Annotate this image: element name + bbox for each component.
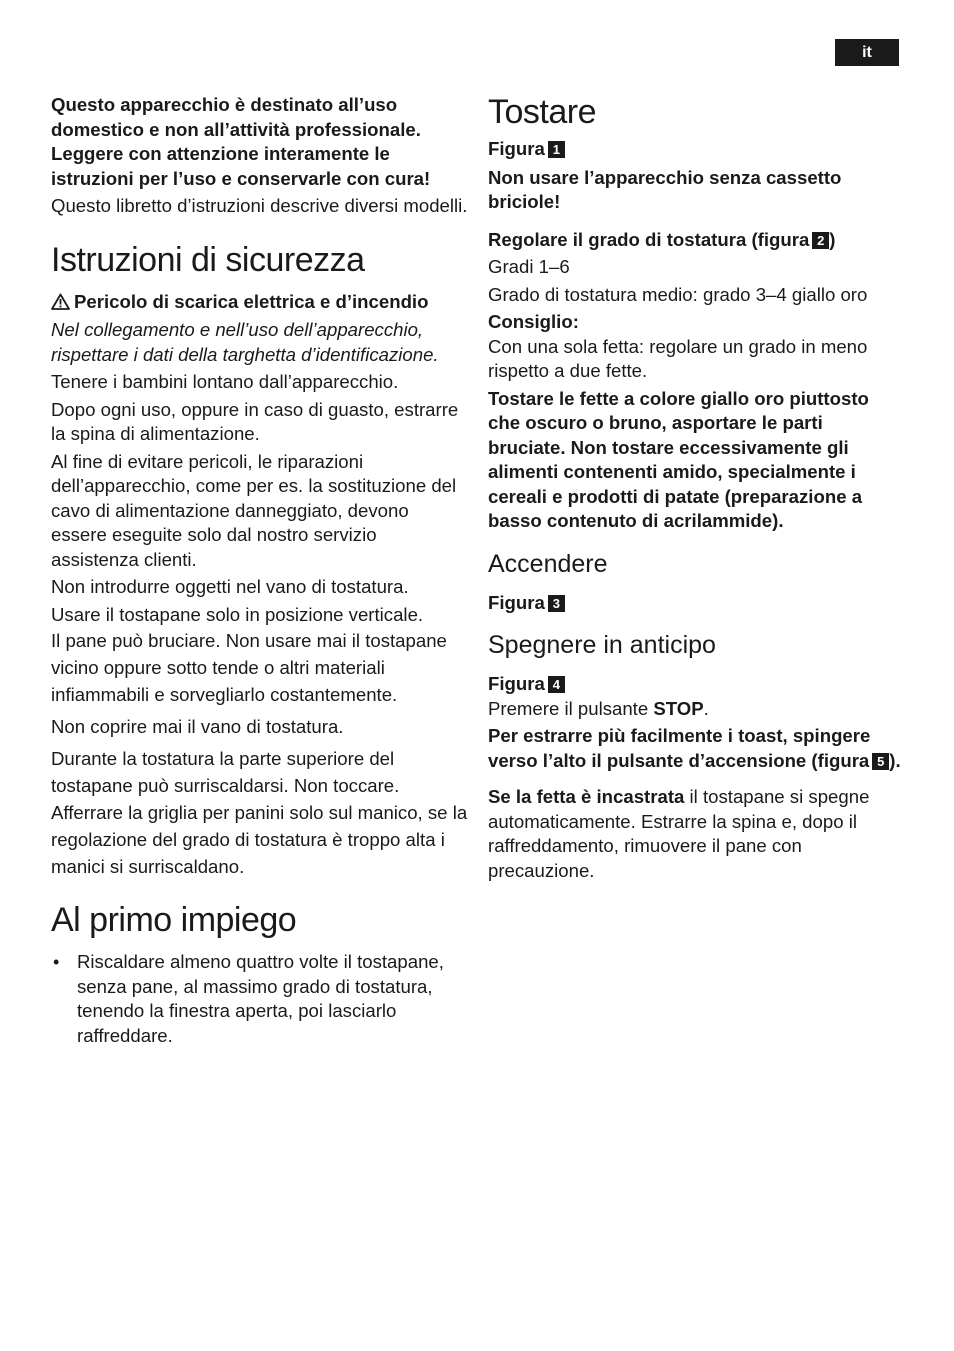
stop-stuck-bold: Se la fetta è incastrata [488, 786, 685, 807]
warning-triangle-icon [51, 292, 70, 317]
stop-press-text: Premere il pulsante [488, 697, 654, 719]
list-item [51, 950, 469, 1048]
safety-p1: Tenere i bambini lontano dall’apparecchio. [51, 371, 399, 392]
safety-p7: Non coprire mai il vano di tostatura. [51, 716, 344, 737]
stop-stuck [488, 785, 904, 883]
safety-heading: Istruzioni di sicurezza [51, 240, 365, 279]
figure-label: Figura [488, 673, 545, 694]
stop-early-heading: Spegnere in anticipo [488, 631, 716, 659]
toast-heading: Tostare [488, 93, 596, 131]
safety-p4: Non introdurre oggetti nel vano di tostatura. [51, 576, 409, 597]
toast-warning: Tostare le fette a colore giallo oro piuttosto che oscuro o bruno, asportare le parti bruciate. Non tostare eccessivamente gli alimenti contenenti amido, specialmente i cereali e prodotti di patate (preparazione a basso contenuto di acrilammide). [488, 387, 869, 531]
stop-press [488, 697, 904, 722]
figure-3-badge: 3 [548, 595, 565, 612]
toast-medium: Grado di tostatura medio: grado 3–4 giallo oro [488, 283, 868, 305]
stop-extract-text: Per estrarre più facilmente i toast, spingere verso l’alto il pulsante d’accensione (figura [488, 725, 871, 771]
intro-bold: Questo apparecchio è destinato all’uso domestico e non all’attività professionale. Leggere con attenzione interamente le istruzioni per l’uso e conservarle con cura! [51, 94, 431, 189]
figure-label: Figura [488, 138, 545, 159]
toast-adjust-text: Regolare il grado di tostatura (figura [488, 228, 810, 250]
first-use-heading: Al primo impiego [51, 901, 297, 939]
toast-no-use: Non usare l’apparecchio senza cassetto briciole! [488, 166, 842, 212]
figure-2-badge: 2 [812, 232, 829, 249]
safety-warning-italic: Nel collegamento e nell’uso dell’apparecchio, rispettare i dati della targhetta d’identificazione. [51, 319, 439, 365]
safety-p2: Dopo ogni uso, oppure in caso di guasto, estrarre la spina di alimentazione. [51, 398, 459, 444]
bullet-icon: • [53, 952, 60, 972]
safety-warning-title [51, 290, 469, 317]
first-use-list [51, 950, 469, 1048]
toast-adjust-suffix: ) [829, 228, 836, 250]
turn-on-heading: Accendere [488, 549, 608, 578]
stop-early-figure-ref [488, 672, 904, 697]
figure-5-badge: 5 [872, 753, 889, 770]
turn-on-figure-ref [488, 591, 904, 616]
figure-label: Figura [488, 591, 545, 613]
safety-warning-title-text: Pericolo di scarica elettrica e d’incendio [74, 290, 429, 312]
safety-p6: Il pane può bruciare. Non usare mai il tostapane vicino oppure sotto tende o altri materiali infiammabili e sorvegliarlo costantemente. [51, 630, 447, 705]
left-column [51, 92, 469, 1048]
safety-p3: Al fine di evitare pericoli, le riparazioni dell’apparecchio, come per es. la sostituzione del cavo di alimentazione danneggiato, devono essere eseguite solo dal nostro servizio assistenza clienti. [51, 450, 457, 570]
stop-button-label: STOP [653, 697, 704, 719]
stop-extract [488, 724, 904, 773]
stop-stuck-text: il tostapane si spegne automaticamente. Estrarre la spina e, dopo il raffreddamento, rimuovere il pane con precauzione. [488, 786, 870, 881]
toast-levels: Gradi 1–6 [488, 256, 570, 277]
intro-normal: Questo libretto d’istruzioni descrive diversi modelli. [51, 195, 468, 216]
safety-p8: Durante la tostatura la parte superiore del tostapane può surriscaldarsi. Non toccare. Afferrare la griglia per panini solo sul manico, se la regolazione del grado di tostatura è troppo alta i manici si surriscaldano. [51, 748, 468, 877]
first-use-bullet-text: Riscaldare almeno quattro volte il tostapane, senza pane, al massimo grado di tostatura, tenendo la finestra aperta, poi lasciarlo raffreddare. [77, 951, 444, 1046]
right-column [488, 92, 904, 883]
figure-4-badge: 4 [548, 676, 565, 693]
toast-figure-ref [488, 137, 904, 162]
stop-press-suffix: . [703, 697, 709, 719]
toast-tip-text: Con una sola fetta: regolare un grado in meno rispetto a due fette. [488, 335, 868, 381]
language-tag: it [835, 39, 899, 66]
toast-adjust [488, 228, 904, 253]
toast-tip-label: Consiglio: [488, 311, 579, 332]
figure-1-badge: 1 [548, 141, 565, 158]
stop-extract-suffix: ). [889, 749, 901, 771]
safety-p5: Usare il tostapane solo in posizione verticale. [51, 603, 424, 625]
